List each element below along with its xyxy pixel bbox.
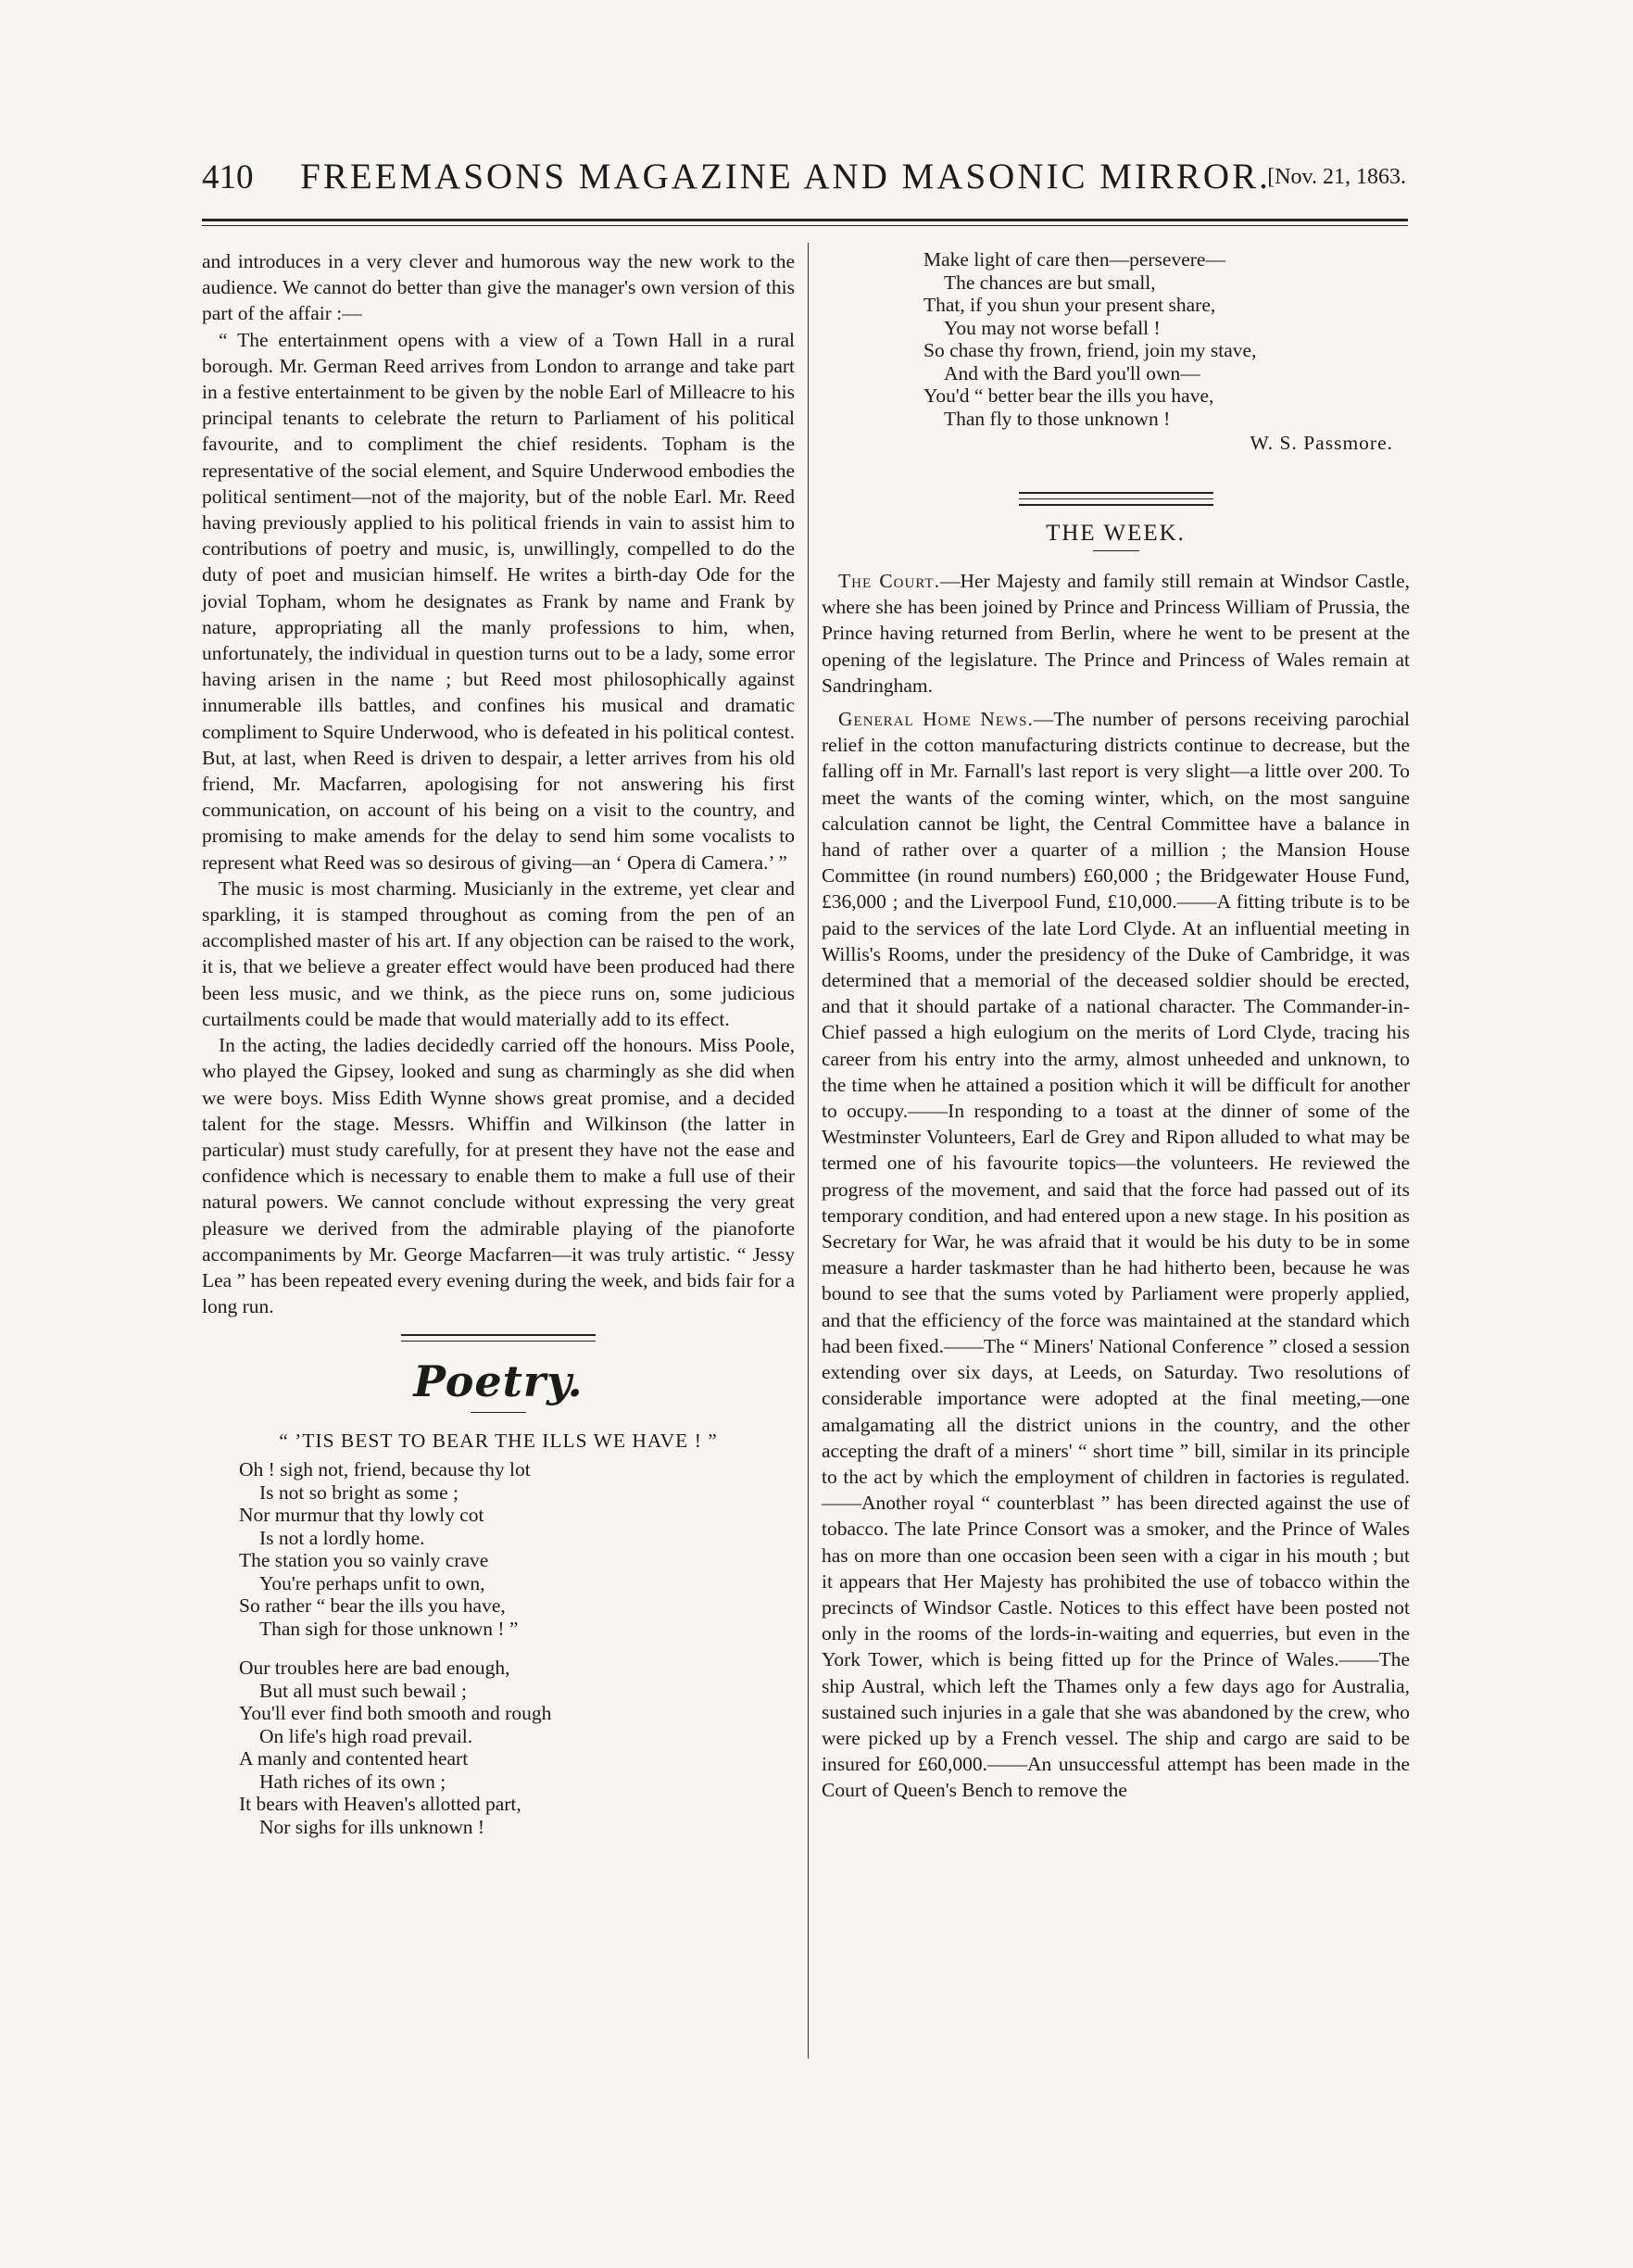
section-separator	[1019, 492, 1213, 506]
poem-stanza-3	[923, 248, 1410, 430]
section-title-rule	[1093, 550, 1139, 551]
poem-line: Is not so bright as some ;	[259, 1480, 458, 1504]
poem-line: You may not worse befall !	[944, 316, 1161, 339]
page-number: 410	[202, 158, 254, 196]
poem-stanza-2	[239, 1657, 795, 1838]
poem-line: Make light of care then—persevere—	[923, 248, 1225, 271]
poem-line: You'd “ better bear the ills you have,	[923, 384, 1214, 407]
left-column	[202, 248, 795, 1855]
poem-line: You'll ever find both smooth and rough	[239, 1702, 552, 1725]
article-quoted-paragraph: “ The entertainment opens with a view of a Town Hall in a rural borough. Mr. German Reed arrives from London to arrange and take part in a festive entertainment to be given by the noble Earl of Milleacre to his principal tenants to celebrate the return to Parliament of his political favourite, and to compliment the chief residents. Topham is the representative of the social element, and Squire Underwood embodies the political sentiment—not of the majority, but of the noble Earl. Mr. Reed having previously applied to his political friends in vain to assist him to contributions of poetry and music, is, unwillingly, compelled to do the duty of poet and musician himself. He writes a birth-day Ode for the jovial Topham, whom he designates as Frank by name and Frank by nature, appropriating all the manly professions to him, when, unfortunately, the individual in question turns out to be a lady, some error having arisen in the name ; but Reed most philosophically against innumerable ills battles, and confines his musical and dramatic compliment to Squire Underwood, who is defeated in his political contest. But, at last, when Reed is driven to despair, a letter arrives from his old friend, Mr. Macfarren, apologising for not answering his first communication, on account of his being on a visit to the country, and promising to make amends for the delay to send him some vocalists to represent what Reed was so desirous of giving—an ‘ Opera di Camera.’ ”	[202, 328, 795, 874]
page-header	[202, 156, 1406, 211]
poetry-heading-rule	[471, 1412, 526, 1413]
poem-stanza-1	[239, 1458, 795, 1640]
magazine-title: FREEMASONS MAGAZINE AND MASONIC MIRROR.	[300, 157, 1271, 196]
poem-line: A manly and contented heart	[239, 1747, 469, 1770]
poem-line: You're perhaps unfit to own,	[259, 1571, 485, 1594]
poem-line: The station you so vainly crave	[239, 1549, 489, 1572]
news-lead-court: The Court.	[838, 570, 940, 592]
poem-line: Than fly to those unknown !	[944, 407, 1171, 430]
poem-line: It bears with Heaven's allotted part,	[239, 1793, 521, 1816]
poem-line: And with the Bard you'll own—	[944, 361, 1200, 384]
news-paragraph-court	[822, 568, 1410, 699]
poem-line: So chase thy frown, friend, join my stave,	[923, 339, 1257, 361]
poem-line: Is not a lordly home.	[259, 1526, 425, 1549]
poem-title: “ ’TIS BEST TO BEAR THE ILLS WE HAVE ! ”	[279, 1430, 718, 1453]
section-separator	[401, 1334, 596, 1342]
header-rule-heavy	[202, 219, 1408, 221]
poem-line: Nor murmur that thy lowly cot	[239, 1504, 484, 1527]
column-divider	[808, 243, 809, 2059]
poem-line: Our troubles here are bad enough,	[239, 1657, 510, 1680]
poetry-heading: Poetry.	[413, 1356, 584, 1407]
poem-line: Than sigh for those unknown ! ”	[259, 1617, 519, 1640]
poem-line: That, if you shun your present share,	[923, 294, 1216, 316]
section-title-the-week: THE WEEK.	[1046, 521, 1186, 546]
poem-line: Hath riches of its own ;	[259, 1770, 446, 1793]
poem-line: But all must such bewail ;	[259, 1679, 467, 1702]
article-paragraph-1: and introduces in a very clever and humorous way the new work to the audience. We cannot do better than give the manager's own version of this part of the affair :—	[202, 250, 795, 325]
news-text-home: —The number of persons receiving parochial relief in the cotton manufacturing districts continue to decrease, but the falling off in Mr. Farnall's last report is very slight—a little over 200. To meet the wants of the coming winter, which, on the most sanguine calculation cannot be light, the Central Committee have a balance in hand of rather over a quarter of a million ; the Mansion House Committee (in round numbers) £60,000 ; the Bridgewater House Fund, £36,000 ; and the Liverpool Fund, £10,000.——A fitting tribute is to be paid to the services of the late Lord Clyde. At an influential meeting in Willis's Rooms, under the presidency of the Duke of Cambridge, it was determined that a memorial of the deceased soldier should be erected, and that it should partake of a national character. The Commander-in-Chief passed a high eulogium on the merits of Lord Clyde, tracing his career from his entry into the army, almost unheeded and unknown, to the time when he attained a position which it will be difficult for another to occupy.——In responding to a toast at the dinner of some of the Westminster Volunteers, Earl de Grey and Ripon alluded to what may be termed one of his favourite topics—the volunteers. He reviewed the progress of the movement, and said that the force had passed out of its temporary condition, and had entered upon a new stage. In his position as Secretary for War, he was afraid that it would be his duty to be in some measure a harder taskmaster than he had hitherto been, because he was bound to see that the sums voted by Parliament were properly applied, and that the efficiency of the force was maintained at the standard which had been fixed.——The “ Miners' National Conference ” closed a session extending over six days, at Leeds, on Saturday. Two resolutions of considerable importance were adopted at the final meeting,—one amalgamating all the district unions in the country, and the other accepting the draft of a miners' “ short time ” bill, similar in its principle to the act by which the employment of children in factories is regulated.——Another royal “ counterblast ” has been directed against the use of tobacco. The late Prince Consort was a smoker, and the Prince of Wales has on more than one occasion been seen with a cigar in his mouth ; but it appears that Her Majesty has prohibited the use of tobacco within the precincts of Windsor Castle. Notices to this effect have been posted not only in the rooms of the lords-in-waiting and equerries, but even in the York Tower, which is being fitted up for the Prince of Wales.——The ship Austral, which left the Thames only a few days ago for Australia, sustained such injuries in a gale that she was abandoned by the crew, who were picked up by a French vessel. The ship and cargo are said to be insured for £60,000.——An unsuccessful attempt has been made in the Court of Queen's Bench to remove the	[822, 708, 1410, 1802]
poem-signature: W. S. Passmore.	[1250, 432, 1393, 454]
issue-date: [Nov. 21, 1863.	[1267, 165, 1406, 189]
header-rule-thin	[202, 225, 1408, 226]
article-paragraph-4: In the acting, the ladies decidedly carried off the honours. Miss Poole, who played the Gipsey, looked and sung as charmingly as she did when we were boys. Miss Edith Wynne shows great promise, and a decided talent for the stage. Messrs. Whiffin and Wilkinson (the latter in particular) must study carefully, for at present they have not the ease and confidence which is necessary to enable them to make a full use of their natural powers. We cannot conclude without expressing the very great pleasure we derived from the admirable playing of the pianoforte accompaniments by Mr. George Macfarren—it was truly artistic. “ Jessy Lea ” has been repeated every evening during the week, and bids fair for a long run.	[202, 1034, 795, 1318]
poem-line: Oh ! sigh not, friend, because thy lot	[239, 1458, 531, 1481]
poem-line: Nor sighs for ills unknown !	[259, 1815, 485, 1838]
poem-continued	[923, 248, 1410, 430]
article-paragraph-3: The music is most charming. Musicianly in the extreme, yet clear and sparkling, it is stamped throughout as coming from the pen of an accomplished master of his art. If any objection can be raised to the work, it is, that we believe a greater effect would have been produced had there been less music, and we think, as the piece runs on, some judicious curtailments could be made that would materially add to its effect.	[202, 876, 795, 1030]
poem-line: So rather “ bear the ills you have,	[239, 1594, 506, 1618]
news-lead-home: General Home News.	[838, 708, 1034, 731]
news-text-court: —Her Majesty and family still remain at Windsor Castle, where she has been joined by Prince and Princess William of Prussia, the Prince having returned from Berlin, where he went to be present at the opening of the legislature. The Prince and Princess of Wales remain at Sandringham.	[822, 570, 1410, 697]
news-paragraph-home	[822, 706, 1410, 1804]
right-column	[822, 248, 1410, 1804]
poem-line: The chances are but small,	[944, 271, 1156, 294]
poem-line: On life's high road prevail.	[259, 1724, 473, 1747]
poem	[239, 1458, 795, 1838]
